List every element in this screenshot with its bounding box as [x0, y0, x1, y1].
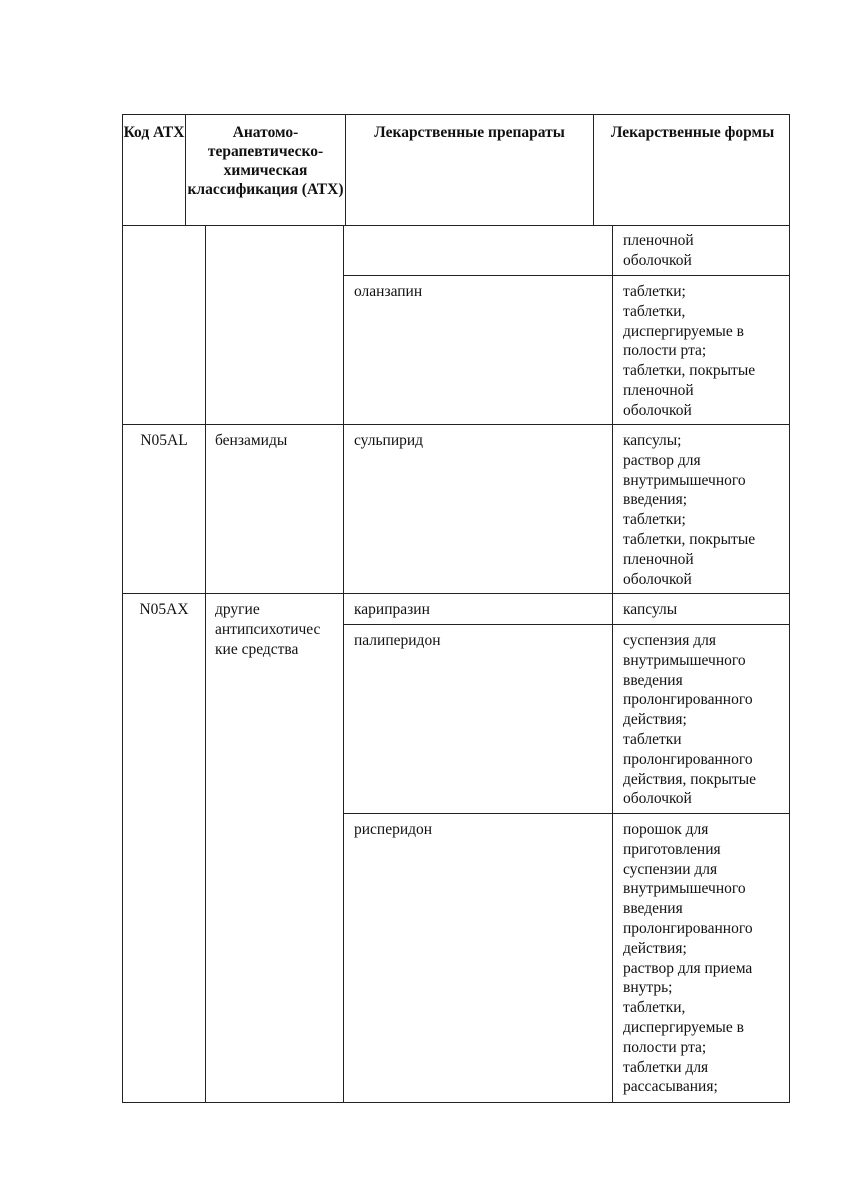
forms-cell: суспензия для внутримышечного введения пролонгированного действия; таблетки пролонгированного действия, покрытые оболочкой: [623, 632, 757, 808]
row-divider: [123, 593, 789, 594]
classification-cell: другие антипсихотичес кие средства: [215, 601, 321, 658]
header-drugs: Лекарственные препараты: [345, 115, 593, 225]
table-body: [122, 226, 790, 1103]
forms-cell: капсулы; раствор для внутримышечного введения; таблетки; таблетки, покрытые пленочной оболочкой: [623, 432, 756, 588]
row-divider: [343, 624, 789, 625]
table-header: [122, 114, 790, 226]
header-classification: Анатомо- терапевтическо- химическая классификация (АТХ): [185, 115, 345, 225]
row-divider: [123, 424, 789, 425]
atx-code: N05AL: [140, 432, 188, 449]
drug-cell: палиперидон: [354, 632, 441, 649]
header-forms: Лекарственные формы: [593, 115, 791, 225]
row-divider: [343, 275, 789, 276]
classification-cell: бензамиды: [215, 432, 288, 449]
forms-cell: капсулы: [623, 601, 678, 618]
column-divider: [612, 226, 613, 1102]
row-divider: [343, 813, 789, 814]
forms-cell: порошок для приготовления суспензии для внутримышечного введения пролонгированного действия; раствор для приема внутрь; таблетки, диспергируемые в полости рта; таблетки для рассасывания;: [623, 821, 753, 1096]
drug-cell: карипразин: [354, 601, 430, 618]
column-divider: [343, 226, 344, 1102]
forms-cell: таблетки; таблетки, диспергируемые в полости рта; таблетки, покрытые пленочной оболочкой: [623, 283, 756, 419]
forms-cell: пленочной оболочкой: [623, 232, 694, 269]
drug-cell: оланзапин: [354, 283, 423, 300]
drug-cell: сульпирид: [354, 432, 424, 449]
column-divider: [205, 226, 206, 1102]
header-code: Код АТХ: [123, 124, 185, 141]
atx-code: N05AX: [139, 601, 189, 618]
drug-cell: рисперидон: [354, 821, 433, 838]
